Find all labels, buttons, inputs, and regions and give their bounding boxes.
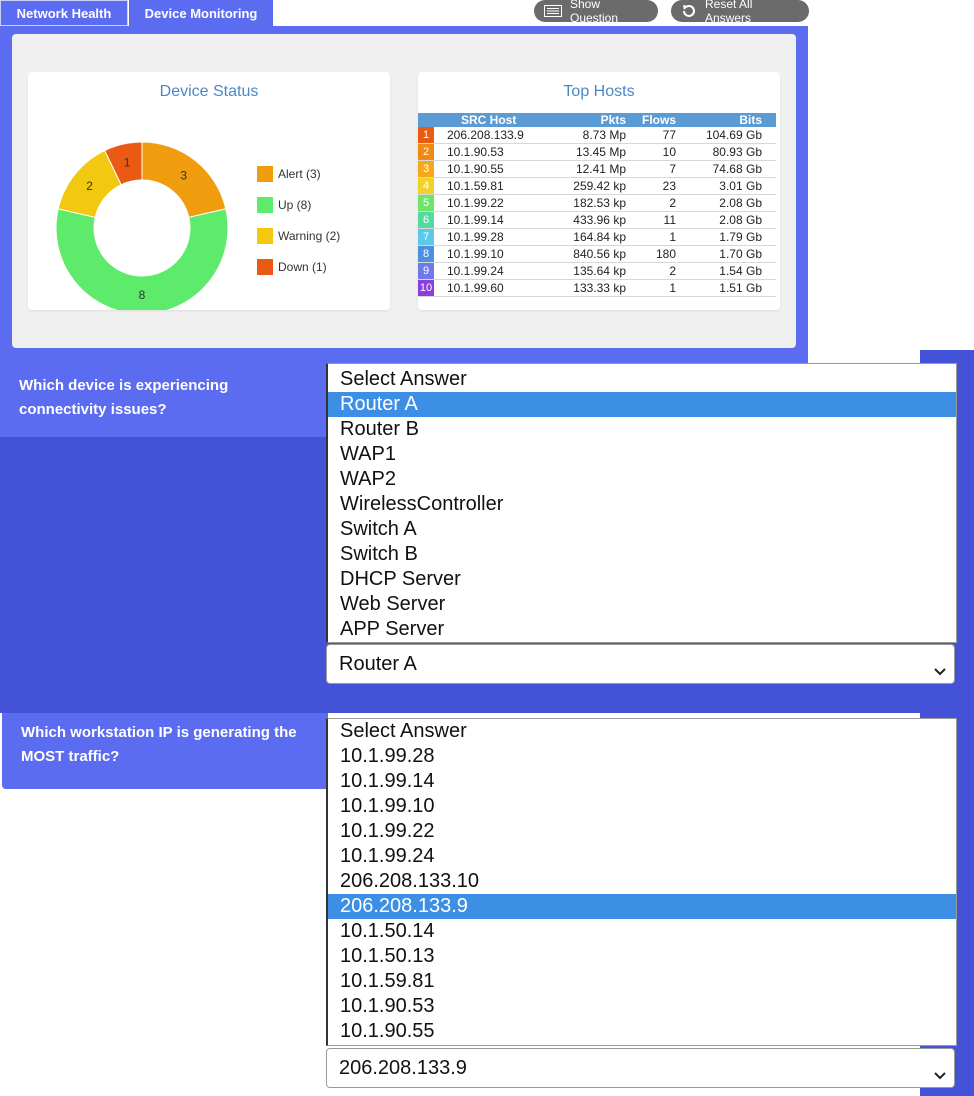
bits-cell: 80.93 Gb (712, 145, 762, 159)
question-1-options-list[interactable] (326, 363, 957, 643)
question-2-selected-value: 206.208.133.9 (339, 1056, 467, 1079)
table-row (418, 212, 776, 229)
dashboard-panel (0, 26, 808, 361)
src-host-cell: 10.1.90.55 (447, 162, 504, 176)
question-2-option[interactable]: 10.1.50.14 (340, 920, 435, 942)
table-row (418, 178, 776, 195)
reset-all-answers-button[interactable] (671, 0, 809, 25)
bits-cell: 1.51 Gb (719, 281, 762, 295)
bits-cell: 1.70 Gb (719, 247, 762, 261)
col-bits: Bits (739, 113, 762, 127)
legend-label: Warning (2) (278, 228, 341, 243)
question-1-option[interactable]: WirelessController (340, 493, 504, 515)
flows-cell: 1 (669, 281, 676, 295)
show-question-label: Show Question (570, 0, 619, 25)
bits-cell: 3.01 Gb (719, 179, 762, 193)
question-1-selected-value: Router A (339, 652, 417, 675)
pkts-cell: 8.73 Mp (582, 128, 626, 142)
flows-cell: 2 (669, 264, 676, 278)
question-1-select[interactable] (326, 644, 955, 684)
question-2-options-list[interactable] (326, 718, 957, 1046)
question-2-option[interactable]: 10.1.99.24 (340, 845, 435, 867)
col-pkts: Pkts (600, 113, 626, 127)
show-question-button[interactable] (534, 0, 658, 25)
rank-cell: 6 (418, 212, 434, 228)
src-host-cell: 10.1.99.22 (447, 196, 504, 210)
legend-item-up (257, 189, 340, 220)
src-host-cell: 10.1.59.81 (447, 179, 504, 193)
legend-swatch (257, 228, 273, 244)
legend-swatch (257, 166, 273, 182)
rank-cell: 3 (418, 161, 434, 177)
legend-label: Up (8) (278, 197, 312, 212)
tab-device-monitoring[interactable]: Device Monitoring (129, 0, 273, 26)
bits-cell: 2.08 Gb (719, 213, 762, 227)
flows-cell: 2 (669, 196, 676, 210)
flows-cell: 23 (662, 179, 676, 193)
bits-cell: 1.54 Gb (719, 264, 762, 278)
donut-label-warning: 2 (86, 179, 93, 194)
question-2-option[interactable]: 10.1.99.14 (340, 770, 435, 792)
src-host-cell: 206.208.133.9 (447, 128, 524, 142)
question-1-option[interactable]: APP Server (340, 618, 445, 640)
device-status-legend (257, 158, 340, 282)
src-host-cell: 10.1.99.24 (447, 264, 504, 278)
bits-cell: 74.68 Gb (712, 162, 762, 176)
table-body (418, 127, 776, 297)
flows-cell: 7 (669, 162, 676, 176)
rank-cell: 10 (419, 282, 433, 294)
pkts-cell: 259.42 kp (573, 179, 626, 193)
table-row (418, 280, 776, 297)
chevron-down-icon (934, 659, 946, 682)
legend-item-down (257, 251, 340, 282)
tab-network-health[interactable]: Network Health (0, 0, 128, 26)
rank-cell: 4 (418, 178, 434, 194)
legend-swatch (257, 197, 273, 213)
flows-cell: 11 (663, 213, 676, 227)
table-row (418, 144, 776, 161)
question-2-option[interactable]: 206.208.133.10 (340, 870, 480, 892)
table-row (418, 246, 776, 263)
reset-all-answers-label: Reset All Answers (705, 0, 753, 25)
question-1-option[interactable]: WAP1 (340, 443, 396, 465)
bits-cell: 2.08 Gb (719, 196, 762, 210)
undo-icon (681, 3, 697, 19)
table-header (418, 113, 776, 127)
question-2-option[interactable]: 10.1.99.10 (340, 795, 435, 817)
legend-item-warning (257, 220, 340, 251)
flows-cell: 1 (669, 230, 676, 244)
question-2-option[interactable]: 10.1.90.53 (340, 995, 435, 1017)
question-2-option[interactable]: 206.208.133.9 (328, 894, 956, 919)
question-2-option[interactable]: Select Answer (340, 720, 467, 742)
col-flows: Flows (641, 113, 676, 127)
rank-cell: 2 (418, 144, 434, 160)
legend-label: Alert (3) (278, 166, 321, 181)
flows-cell: 180 (655, 247, 676, 261)
bits-cell: 104.69 Gb (705, 128, 762, 142)
flows-cell: 10 (662, 145, 676, 159)
question-2-option[interactable]: 10.1.99.28 (340, 745, 435, 767)
table-row (418, 161, 776, 178)
list-icon (544, 5, 562, 17)
table-row (418, 229, 776, 246)
src-host-cell: 10.1.99.10 (447, 247, 504, 261)
table-row (418, 263, 776, 280)
top-hosts-title: Top Hosts (563, 83, 635, 100)
donut-label-down: 1 (123, 155, 131, 170)
question-2-option[interactable]: 10.1.90.55 (340, 1020, 435, 1042)
question-1-option[interactable]: Switch B (340, 543, 418, 565)
device-status-card (28, 72, 390, 310)
src-host-cell: 10.1.99.60 (447, 281, 504, 295)
src-host-cell: 10.1.99.14 (447, 213, 504, 227)
rank-cell: 5 (418, 195, 434, 211)
pkts-cell: 433.96 kp (573, 213, 626, 227)
question-1-option[interactable]: Switch A (340, 518, 417, 540)
top-hosts-table (418, 113, 776, 297)
legend-swatch (257, 259, 273, 275)
device-status-title: Device Status (159, 83, 259, 100)
question-1-option[interactable]: Select Answer (340, 368, 467, 390)
question-1-option[interactable]: Web Server (340, 593, 446, 615)
rank-cell: 1 (418, 127, 434, 143)
rank-header (418, 113, 434, 127)
table-row (418, 195, 776, 212)
legend-item-alert (257, 158, 340, 189)
pkts-cell: 133.33 kp (573, 281, 626, 295)
pkts-cell: 840.56 kp (573, 247, 626, 261)
question-2-select[interactable] (326, 1048, 955, 1088)
chevron-down-icon (934, 1063, 946, 1086)
question-1-option[interactable]: Router B (340, 418, 419, 440)
donut-label-up: 8 (138, 288, 146, 302)
flows-cell: 77 (662, 128, 676, 142)
pkts-cell: 164.84 kp (573, 230, 626, 244)
question-1-option[interactable]: DHCP Server (340, 568, 461, 590)
pkts-cell: 13.45 Mp (575, 145, 626, 159)
pkts-cell: 182.53 kp (573, 196, 626, 210)
question-2-option[interactable]: 10.1.59.81 (340, 970, 435, 992)
rank-cell: 7 (418, 229, 434, 245)
col-src-host: SRC Host (461, 113, 517, 127)
rank-cell: 9 (418, 263, 434, 279)
bits-cell: 1.79 Gb (719, 230, 762, 244)
src-host-cell: 10.1.99.28 (447, 230, 504, 244)
question-1-text: Which device is experiencing connectivity issues? (19, 377, 229, 418)
dashboard-inner (12, 34, 796, 348)
question-2-option[interactable]: 10.1.50.13 (340, 945, 435, 967)
top-hosts-card (418, 72, 780, 310)
legend-label: Down (1) (278, 259, 327, 274)
rank-cell: 8 (418, 246, 434, 262)
pkts-cell: 12.41 Mp (575, 162, 626, 176)
question-2-option[interactable]: 10.1.99.22 (340, 820, 435, 842)
src-host-cell: 10.1.90.53 (447, 145, 504, 159)
table-row (418, 127, 776, 144)
donut-label-alert: 3 (180, 168, 188, 183)
question-2-text: Which workstation IP is generating the MOST traffic? (21, 724, 297, 765)
question-1-option[interactable]: Router A (328, 392, 956, 417)
pkts-cell: 135.64 kp (573, 264, 626, 278)
question-1-option[interactable]: WAP2 (340, 468, 396, 490)
